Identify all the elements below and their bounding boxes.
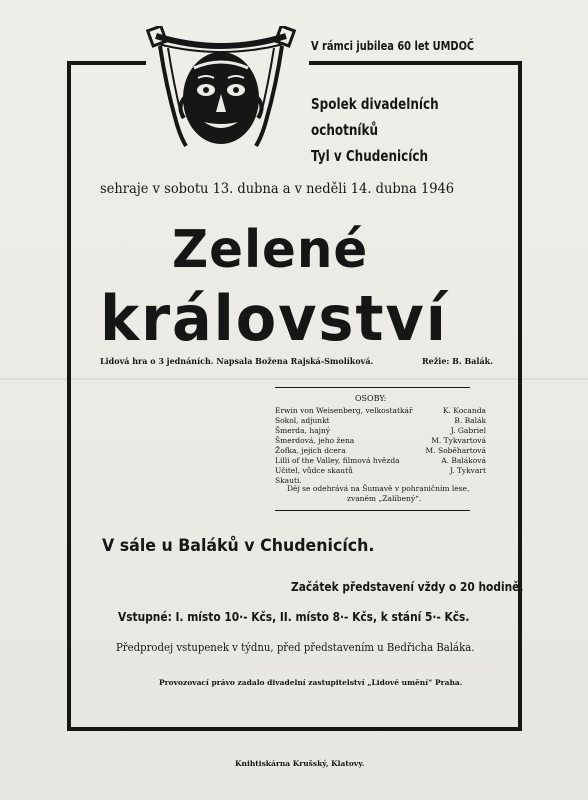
start-time: Začátek představení vždy o 20 hodině. [291, 579, 524, 594]
frame-top-right [309, 61, 522, 65]
frame-left [67, 61, 71, 731]
paper-fold [0, 378, 588, 380]
cast-heading: OSOBY: [355, 394, 387, 403]
frame-bottom [67, 727, 522, 731]
cast-role: Sokol, adjunkt [275, 416, 330, 425]
play-title-line-2: království [100, 282, 448, 355]
play-title-line-1: Zelené [172, 220, 369, 280]
director-credit: Režie: B. Balák. [422, 356, 493, 366]
cast-actor: K. Kocanda [442, 406, 486, 415]
cast-role: Žofka, jejich dcera [275, 446, 346, 455]
cast-actor: A. Baláková [441, 456, 486, 465]
organizer-line-1: Spolek divadelních [311, 95, 439, 113]
rights-notice: Provozovací právo zadalo divadelní zastupitelství „Lidové umění“ Praha. [159, 678, 463, 687]
setting-line-1: Děj se odehrává na Šumavě v pohraničním lese, [287, 484, 470, 493]
theatre-mask-emblem [146, 26, 296, 160]
organizer-line-2: ochotníků [311, 121, 379, 139]
cast-actor: M. Tykvartová [431, 436, 486, 445]
cast-role: Šmerda, hajný [275, 426, 331, 435]
venue: V sále u Baláků v Chudenicích. [102, 536, 375, 556]
ticket-prices: Vstupné: I. místo 10·- Kčs, II. místo 8·- Kčs, k stání 5·- Kčs. [118, 609, 470, 624]
cast-actor: J. Tykvart [449, 466, 486, 475]
cast-actor: J. Gabriel [450, 426, 486, 435]
cast-role: Šmerdová, jeho žena [275, 436, 355, 445]
printer-credit: Knihtiskárna Krušský, Klatovy. [235, 759, 365, 768]
cast-role: Erwin von Weisenberg, velkostatkář [275, 406, 413, 415]
cast-actor: B. Balák [454, 416, 486, 425]
cast-role: Učitel, vůdce skautů [275, 466, 353, 475]
performance-dates: sehraje v sobotu 13. dubna a v neděli 14. dubna 1946 [100, 181, 455, 197]
cast-bottom-rule [275, 510, 470, 511]
frame-right [518, 61, 522, 731]
play-subtitle: Lidová hra o 3 jednáních. Napsala Božena Rajská-Smolíková. [100, 356, 374, 366]
presale-info: Předprodej vstupenek v týdnu, před představením u Bedřicha Baláka. [116, 641, 475, 654]
cast-actor: M. Soběhartová [425, 446, 486, 455]
setting-line-2: zvaném „Zalíbený“. [347, 494, 422, 503]
cast-role: Lilli of the Valley, filmová hvězda [275, 456, 400, 465]
cast-role: Skauti. [275, 476, 302, 485]
organizer-line-3: Tyl v Chudenicích [311, 147, 429, 165]
cast-top-rule [275, 387, 470, 388]
jubilee-line: V rámci jubilea 60 let UMDOČ [311, 39, 475, 53]
frame-top-left [67, 61, 146, 65]
